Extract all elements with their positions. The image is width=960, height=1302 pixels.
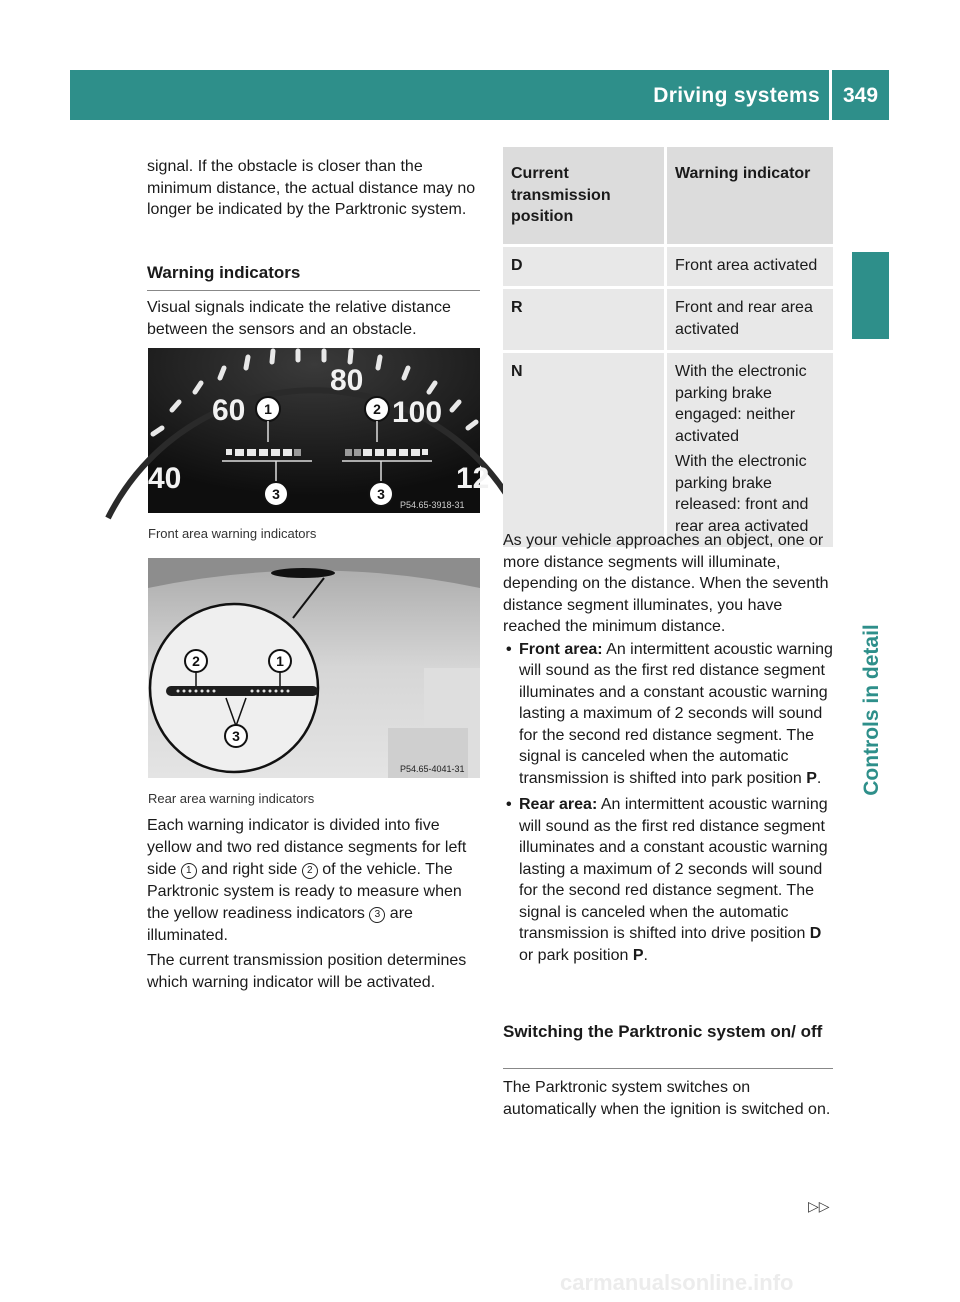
gauge-12: 12 bbox=[456, 462, 490, 495]
gauge-40: 40 bbox=[148, 462, 182, 495]
callout-1: 1 bbox=[264, 401, 272, 417]
figure-code-1: P54.65-3918-31 bbox=[400, 500, 465, 510]
ref-2-icon: 2 bbox=[302, 863, 318, 879]
rear-window-illustration bbox=[148, 558, 480, 778]
switching-rule bbox=[503, 1068, 833, 1069]
para1-part-b: and right side bbox=[196, 861, 302, 878]
table-row bbox=[503, 245, 833, 288]
table-header-row bbox=[503, 147, 833, 245]
switching-heading: Switching the Parktronic system on/ off bbox=[503, 1022, 823, 1041]
bullet-rear-end: . bbox=[643, 946, 648, 964]
cell-indicator-line2: With the electronic parking brake released: front and rear area activated bbox=[675, 453, 809, 535]
ref-3-icon: 3 bbox=[369, 907, 385, 923]
cell-indicator bbox=[666, 352, 834, 549]
intro-paragraph: signal. If the obstacle is closer than the minimum distance, the actual distance may no longer be indicated by the Parktronic system. bbox=[147, 158, 476, 218]
visual-signals-paragraph: Visual signals indicate the relative distance between the sensors and an obstacle. bbox=[147, 299, 451, 338]
cell-position: N bbox=[503, 352, 666, 549]
col-header-indicator: Warning indicator bbox=[666, 147, 834, 245]
bullet-icon: • bbox=[506, 640, 512, 658]
cell-position: R bbox=[503, 288, 666, 352]
gauge-60: 60 bbox=[212, 394, 246, 427]
gauge-100: 100 bbox=[392, 396, 443, 429]
bullet-rear-label: Rear area: bbox=[519, 796, 598, 813]
rear-callout-1: 1 bbox=[276, 653, 284, 669]
ref-1-icon: 1 bbox=[181, 863, 197, 879]
segments-paragraph bbox=[147, 815, 483, 947]
para1-part-a: Each warning indicator is divided into five yellow and two red distance segments for left side bbox=[147, 817, 467, 878]
side-tab-label: Controls in detail bbox=[860, 624, 883, 796]
figure-code-2: P54.65-4041-31 bbox=[400, 764, 465, 774]
bullet-rear-text: An intermittent acoustic warning will sound as the first red distance segment illuminates and a constant acoustic warning lasting a maximum of 2 seconds will sound for the second red distance segment. The signal is canceled when the automatic transmission is shifted into drive position bbox=[519, 796, 828, 942]
watermark: carmanualsonline.info bbox=[560, 1270, 794, 1295]
table-row bbox=[503, 288, 833, 352]
callout-3-left: 3 bbox=[272, 486, 280, 502]
warning-indicators-heading: Warning indicators bbox=[147, 263, 301, 282]
rear-figure-caption: Rear area warning indicators bbox=[148, 791, 315, 806]
bullet-front-p: P bbox=[806, 769, 817, 787]
transmission-paragraph: The current transmission position determines which warning indicator will be activated. bbox=[147, 952, 467, 991]
heading-rule bbox=[147, 290, 480, 291]
para1-part-c: of the vehicle. The Parktronic system is ready to measure when the yellow readiness indicators bbox=[147, 861, 462, 922]
side-tab bbox=[857, 590, 887, 830]
rear-indicators-figure bbox=[148, 558, 480, 778]
col-header-position: Current transmission position bbox=[503, 147, 666, 245]
para1-part-d: are illuminated. bbox=[147, 905, 413, 944]
transmission-table bbox=[503, 147, 833, 550]
right-column bbox=[503, 530, 836, 966]
rear-callout-3: 3 bbox=[232, 728, 240, 744]
gauge-80: 80 bbox=[330, 364, 364, 397]
callout-2: 2 bbox=[373, 401, 381, 417]
table-row bbox=[503, 352, 833, 549]
bullet-rear-area bbox=[503, 794, 836, 966]
bullet-rear-d: D bbox=[809, 925, 822, 942]
speedometer-illustration bbox=[148, 348, 490, 513]
cell-indicator: Front area activated bbox=[666, 245, 834, 288]
bullet-front-end: . bbox=[816, 769, 822, 787]
switching-paragraph: The Parktronic system switches on automatically when the ignition is switched on. bbox=[503, 1079, 831, 1118]
bullet-rear-mid: or park position bbox=[519, 946, 633, 964]
section-title: Driving systems bbox=[653, 84, 820, 107]
cell-indicator-line1: With the electronic parking brake engaged: neither activated bbox=[675, 363, 807, 445]
bullet-front-text: An intermittent acoustic warning will sound as the first red distance segment illuminates and a constant acoustic warning lasting a maximum of 2 seconds will sound for the second red distance segment. The signal is canceled when the automatic transmission is shifted into park position bbox=[519, 640, 833, 787]
bullet-icon: • bbox=[506, 796, 512, 813]
left-intro bbox=[147, 156, 481, 221]
callout-3-right: 3 bbox=[377, 486, 385, 502]
bullet-rear-p: P bbox=[632, 946, 644, 964]
bullet-front-label: Front area: bbox=[519, 640, 603, 658]
approach-paragraph: As your vehicle approaches an object, one or more distance segments will illuminate, depending on the distance. When the seventh distance segment illuminates, you have reached the minimum distance. bbox=[503, 532, 829, 635]
cell-position: D bbox=[503, 245, 666, 288]
bullet-front-area bbox=[503, 639, 836, 790]
cell-indicator: Front and rear area activated bbox=[666, 288, 834, 352]
rear-callout-2: 2 bbox=[192, 653, 200, 669]
front-indicators-figure bbox=[148, 348, 490, 513]
front-figure-caption: Front area warning indicators bbox=[148, 526, 317, 541]
continue-arrows-icon: ▷▷ bbox=[808, 1198, 830, 1214]
page-number: 349 bbox=[842, 84, 879, 107]
side-tab-marker bbox=[852, 252, 889, 339]
